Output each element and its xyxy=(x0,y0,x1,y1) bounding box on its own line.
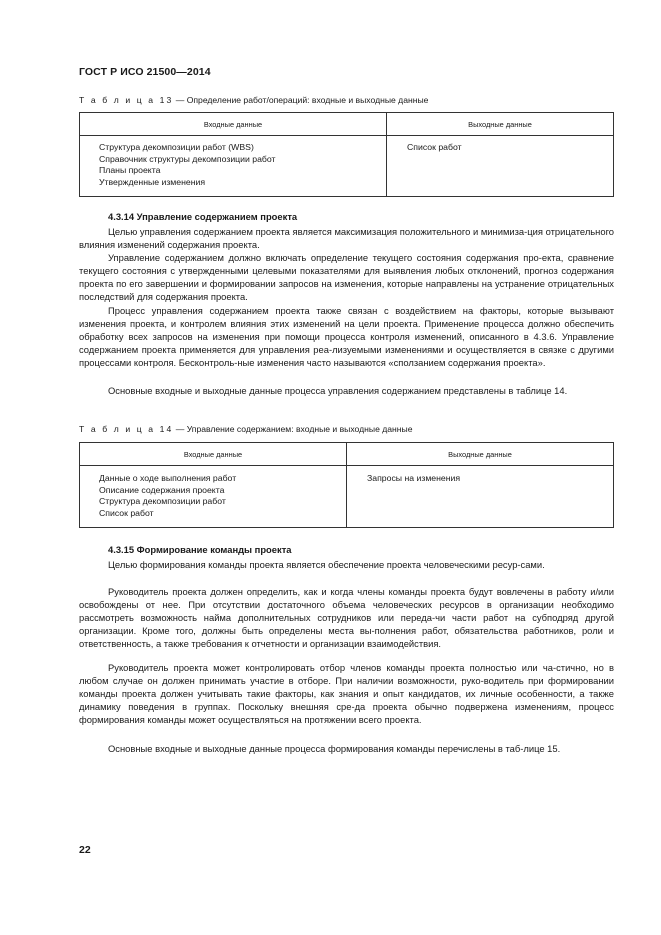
section-4-3-14-paragraph-1: Целью управления содержанием проекта является максимизация положительного и минимиза-ция отрицательного влияния изменений содержания проекта. xyxy=(79,226,614,251)
table-14 xyxy=(79,442,614,528)
table-13-input-item: Утвержденные изменения xyxy=(99,176,206,187)
table-13-caption xyxy=(79,95,428,105)
section-4-3-15-paragraph-3: Руководитель проекта может контролировать отбор членов команды проекта полностью или ча-стично, но в любом случае он должен принимать участие в отборе. При наличии возможности, руко-водитель при формировании команды проекта должен учитывать такие факторы, как знания и опыт кандидатов, их личные особенности, а также динамику поведения в группах. Поскольку внешняя сре-да проекта обычно подвержена изменениям, процесс формирования команды может осуществляться на протяжении всего проекта. xyxy=(79,662,614,726)
document-header: ГОСТ Р ИСО 21500—2014 xyxy=(79,66,211,78)
table-14-header-input: Входные данные xyxy=(80,443,347,466)
table-13-outputs-cell xyxy=(387,136,614,197)
table-13-output-item: Список работ xyxy=(407,142,462,152)
section-4-3-15-paragraph-1: Целью формирования команды проекта является обеспечение проекта человеческими ресур-сами. xyxy=(108,559,545,570)
section-4-3-14-paragraph-4: Основные входные и выходные данные процесса управления содержанием представлены в таблице 14. xyxy=(108,385,568,396)
section-4-3-15-paragraph-2: Руководитель проекта должен определить, как и когда члены команды проекта будут вовлечены в работу и/или освобождены от нее. При отсутствии достаточного объема человеческих ресурсов в организации необходимо рассмотреть возможность найма дополнительных сотрудников или переда-чи части работ на субподряд другой организации. Кроме того, должны быть определены места вы-полнения работ, обязательства работников, роли и ответственность, а также требования к отчетности и организации взаимодействия. xyxy=(79,586,614,650)
table-13 xyxy=(79,112,614,197)
section-4-3-14-heading: 4.3.14 Управление содержанием проекта xyxy=(108,211,298,222)
table-14-header-output: Выходные данные xyxy=(347,443,614,466)
table-14-input-item: Описание содержания проекта xyxy=(99,484,225,495)
table-13-header-output: Выходные данные xyxy=(387,113,614,136)
table-14-input-item: Данные о ходе выполнения работ xyxy=(99,473,237,483)
section-4-3-15-paragraph-4: Основные входные и выходные данные процесса формирования команды перечислены в таб-лице 15. xyxy=(108,743,561,754)
table-14-title: — Управление содержанием: входные и выходные данные xyxy=(173,424,413,434)
page-number: 22 xyxy=(79,844,91,856)
table-14-input-item: Структура декомпозиции работ xyxy=(99,496,226,507)
table-14-input-item: Список работ xyxy=(99,507,154,518)
table-13-inputs-cell xyxy=(80,136,387,197)
table-13-input-item: Справочник структуры декомпозиции работ xyxy=(99,153,276,164)
table-14-output-item: Запросы на изменения xyxy=(367,473,461,483)
section-4-3-14-paragraph-2: Управление содержанием должно включать определение текущего состояния содержания про-екта, сравнение текущего состояния с утвержденными целевыми показателями для выявления любых отклонений, прогноз содержания проекта по его завершении и формировании запросов на изменения, которые направлены на устранение отрицательных последствий для содержания проекта. xyxy=(79,252,614,303)
table-13-title: — Определение работ/операций: входные и выходные данные xyxy=(173,95,429,105)
section-4-3-15-heading: 4.3.15 Формирование команды проекта xyxy=(108,544,292,555)
table-13-input-item: Структура декомпозиции работ (WBS) xyxy=(99,142,254,152)
table-13-label: Т а б л и ц а 13 xyxy=(79,95,174,105)
table-13-header-input: Входные данные xyxy=(80,113,387,136)
table-13-input-item: Планы проекта xyxy=(99,165,161,176)
table-14-inputs-cell xyxy=(80,466,347,528)
table-14-outputs-cell xyxy=(347,466,614,528)
table-14-label: Т а б л и ц а 14 xyxy=(79,424,174,434)
section-4-3-14-paragraph-3: Процесс управления содержанием проекта также связан с воздействием на факторы, которые вызывают изменения проекта, и контролем влияния этих изменений на цели проекта. Применение процесса должно обеспечить обработку всех запросов на изменения при помощи процесса контроля изменений, описанного в 4.3.6. Управление содержанием проекта применяется для управления реа-лизуемыми изменениями и осуществляется в связке с другими процессами контроля. Бесконтроль-ные изменения часто называются «сползанием содержания проекта». xyxy=(79,305,614,369)
table-14-caption xyxy=(79,424,413,434)
